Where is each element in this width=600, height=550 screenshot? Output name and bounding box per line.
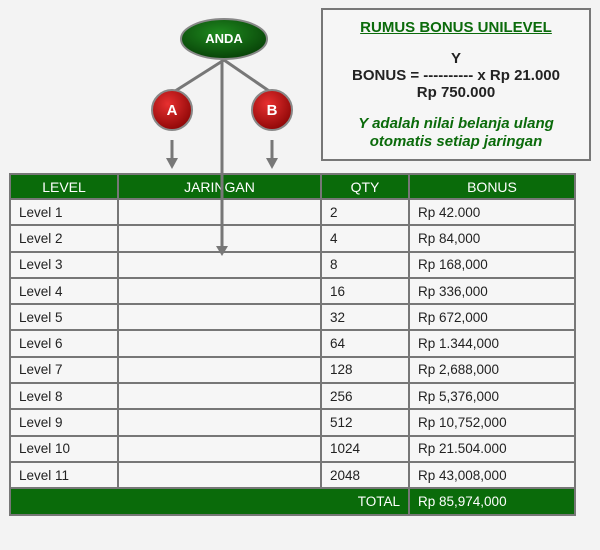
cell-level: Level 2 <box>10 225 118 251</box>
cell-level: Level 4 <box>10 278 118 304</box>
cell-level: Level 7 <box>10 357 118 383</box>
cell-qty: 32 <box>321 304 409 330</box>
cell-level: Level 9 <box>10 409 118 435</box>
cell-level: Level 1 <box>10 199 118 225</box>
cell-qty: 2 <box>321 199 409 225</box>
cell-bonus: Rp 84,000 <box>409 225 575 251</box>
formula-denominator: Rp 750.000 <box>416 84 496 101</box>
formula-note <box>323 115 589 151</box>
cell-bonus: Rp 336,000 <box>409 278 575 304</box>
root-node-label: ANDA <box>205 31 243 46</box>
cell-qty: 8 <box>321 252 409 278</box>
cell-qty: 256 <box>321 383 409 409</box>
cell-bonus: Rp 2,688,000 <box>409 357 575 383</box>
cell-qty: 2048 <box>321 462 409 488</box>
cell-level: Level 3 <box>10 252 118 278</box>
formula-box <box>321 8 591 161</box>
cell-level: Level 10 <box>10 436 118 462</box>
header-qty: QTY <box>321 174 409 199</box>
cell-level: Level 8 <box>10 383 118 409</box>
cell-bonus: Rp 42.000 <box>409 199 575 225</box>
cell-bonus: Rp 10,752,000 <box>409 409 575 435</box>
child-a-label: A <box>166 102 178 119</box>
header-jaringan: JARINGAN <box>118 174 321 199</box>
cell-qty: 4 <box>321 225 409 251</box>
cell-qty: 16 <box>321 278 409 304</box>
total-value: Rp 85,974,000 <box>409 488 575 514</box>
cell-bonus: Rp 21.504.000 <box>409 436 575 462</box>
header-bonus: BONUS <box>409 174 575 199</box>
cell-level: Level 6 <box>10 330 118 356</box>
formula-note-line: otomatis setiap jaringan <box>369 133 543 150</box>
cell-bonus: Rp 5,376,000 <box>409 383 575 409</box>
cell-qty: 64 <box>321 330 409 356</box>
header-level: LEVEL <box>10 174 118 199</box>
arrow-down-icon <box>166 158 178 169</box>
arrow-down-icon <box>266 158 278 169</box>
cell-bonus: Rp 168,000 <box>409 252 575 278</box>
cell-qty: 512 <box>321 409 409 435</box>
formula-note-line: Y adalah nilai belanja ulang <box>358 115 554 132</box>
connector-lines <box>172 60 272 248</box>
child-b-label: B <box>266 102 278 119</box>
cell-bonus: Rp 43,008,000 <box>409 462 575 488</box>
cell-bonus: Rp 672,000 <box>409 304 575 330</box>
formula-numerator: Y <box>450 50 461 67</box>
cell-qty: 128 <box>321 357 409 383</box>
cell-level: Level 11 <box>10 462 118 488</box>
cell-level: Level 5 <box>10 304 118 330</box>
arrow-down-icon <box>216 246 228 256</box>
cell-bonus: Rp 1.344,000 <box>409 330 575 356</box>
total-label: TOTAL <box>10 488 409 514</box>
formula-equation: BONUS = ---------- x Rp 21.000 <box>352 67 560 84</box>
formula-title: RUMUS BONUS UNILEVEL <box>360 19 552 36</box>
cell-qty: 1024 <box>321 436 409 462</box>
